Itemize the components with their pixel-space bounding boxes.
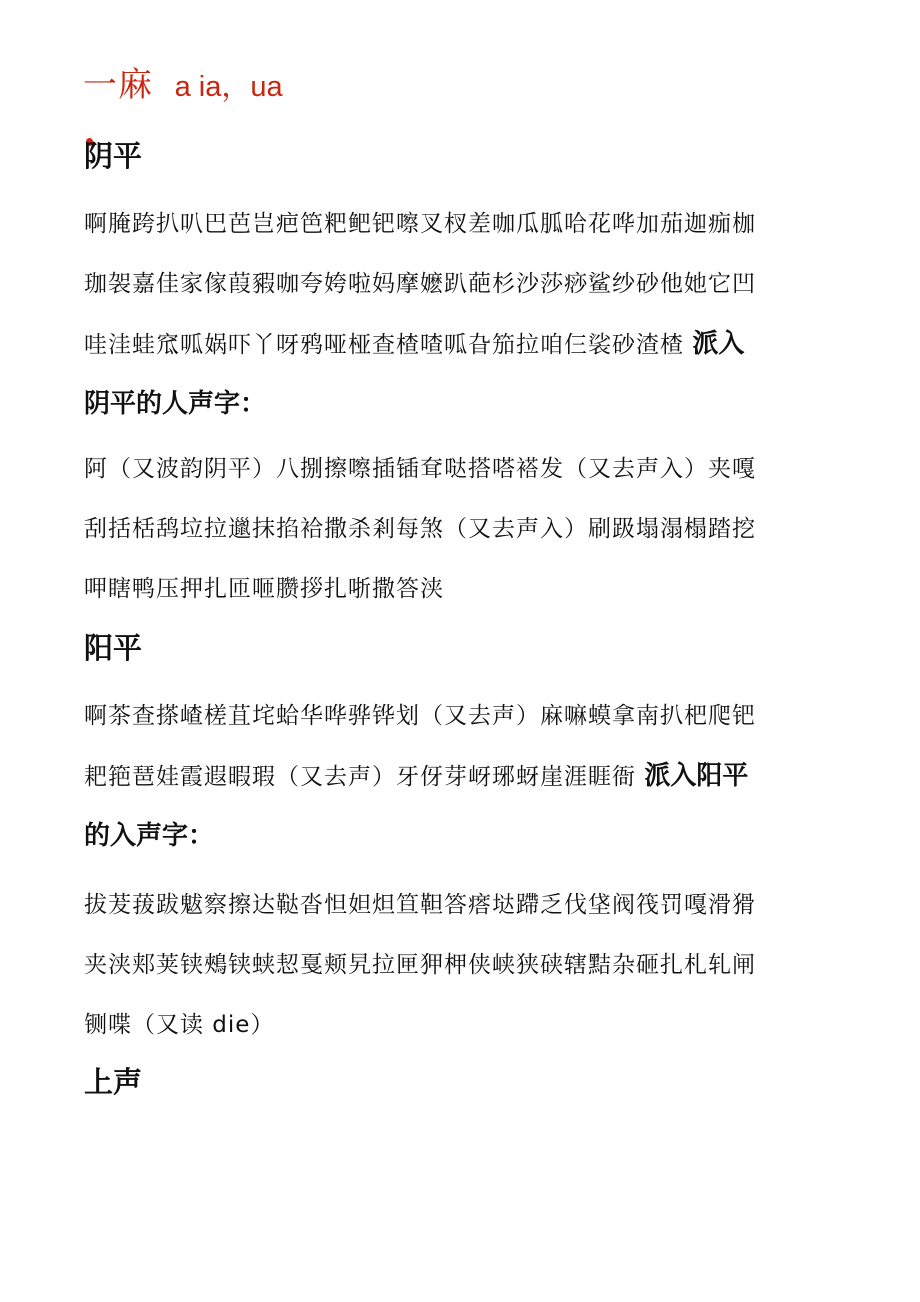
heading-shangsheng: 上声 <box>84 1065 143 1099</box>
yinping-rusheng-line-2: 刮括栝鸹垃拉邋抹掐袷撒杀剎每煞（又去声入）刷趿塌溻榻踏挖 <box>84 516 756 542</box>
section-title <box>83 60 283 112</box>
yinping-rusheng-label-start: 派入 <box>692 329 745 359</box>
yinping-line-2: 珈袈嘉佳家傢葭豭咖夸姱啦妈摩嬷趴葩杉沙莎痧鲨纱砂他她它凹 <box>84 271 756 297</box>
yinping-rusheng-line-1: 阿（又波韵阴平）八捌擦嚓插锸耷哒搭嗒褡发（又去声入）夹嘎 <box>84 456 756 482</box>
yangping-rusheng-label-end: 的入声字： <box>84 821 215 851</box>
yangping-line-2 <box>84 759 748 794</box>
yangping-rusheng-label-start: 派入阳平 <box>644 761 749 791</box>
yangping-line-1: 啊茶查搽嵖槎苴垞蛤华哗骅铧划（又去声）麻嘛蟆拿南扒杷爬钯 <box>84 703 756 729</box>
yinping-rusheng-line-3: 呷瞎鸭压押扎匝咂臜拶扎哳撒答浃 <box>84 576 444 602</box>
yangping-line-2-text: 耙筢琶娃霞遐暇瑕（又去声）牙伢芽岈琊蚜崖涯睚衙 <box>84 764 636 790</box>
yangping-rusheng-line-2: 夹浃郏荚铗鵊铗蛱恝戛颊旯拉匣狎柙侠峡狭硖辖黠杂砸扎札轧闸 <box>84 952 756 978</box>
title-chinese: 一麻 <box>83 65 153 105</box>
yangping-rusheng-line-3: 铡喋（又读 die） <box>84 1012 275 1038</box>
heading-yinping: 阴平 <box>84 139 143 173</box>
yinping-rusheng-label-end: 阴平的人声字： <box>84 389 267 419</box>
yinping-line-3-text: 哇洼蛙窊呱娲吓丫呀鸦哑桠查楂喳呱旮笳拉咱仨裟砂渣楂 <box>84 332 684 358</box>
title-finals: a ia，ua <box>174 71 283 103</box>
yangping-rusheng-line-1: 拔茇菝跋魃察擦达鞑沓怛妲炟笪靼答瘩垯蹛乏伐垡阀筏罚嘎滑猾 <box>84 892 756 918</box>
heading-yangping: 阳平 <box>84 631 143 665</box>
yinping-line-1: 啊腌跨扒叭巴芭岂疤笆粑鲃钯嚓叉杈差咖瓜胍哈花哗加茄迦痂枷 <box>84 211 756 237</box>
yinping-line-3 <box>84 327 744 362</box>
